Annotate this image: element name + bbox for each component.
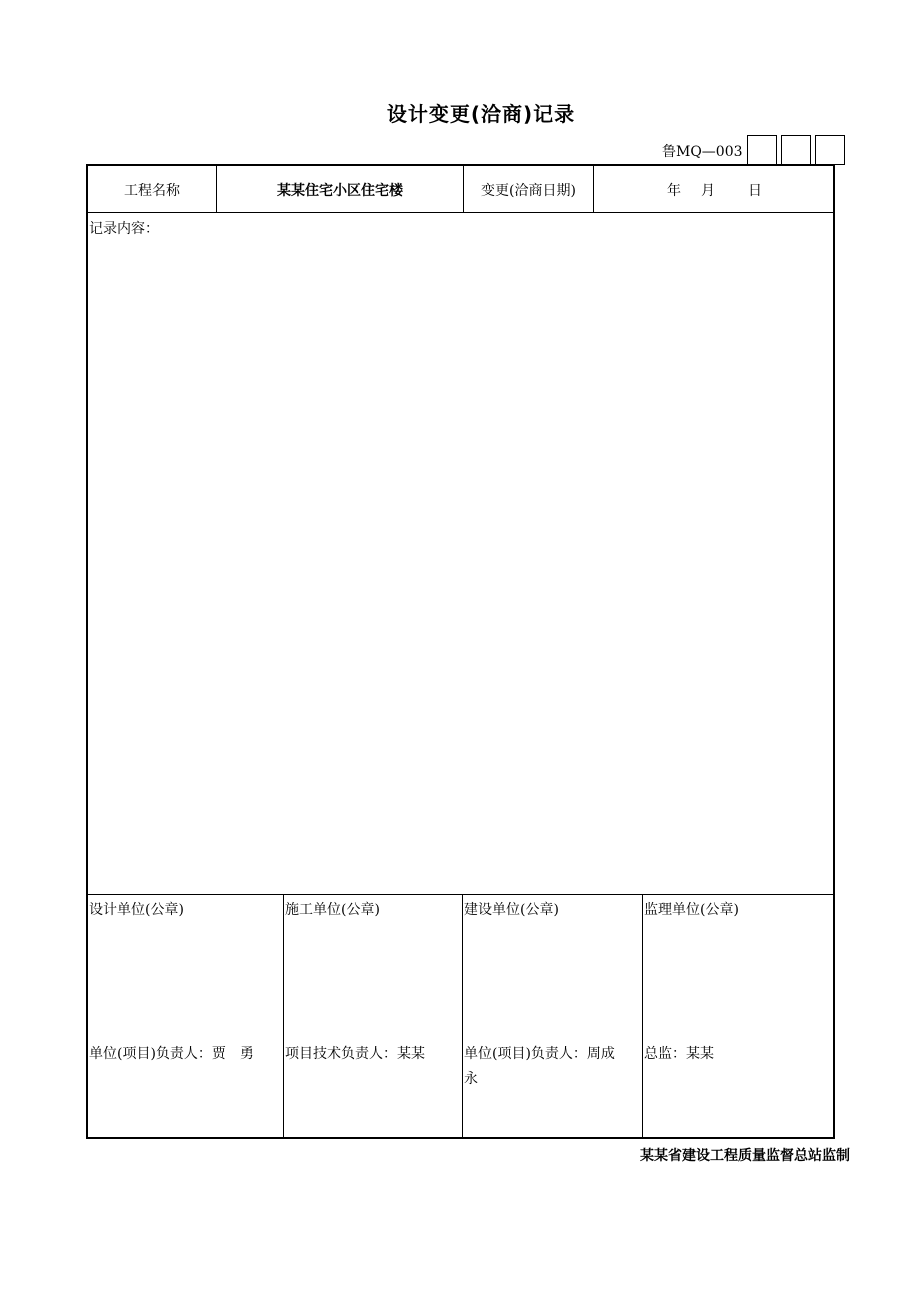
signature-col-divider-2 (462, 894, 463, 1139)
form-number-box-1[interactable] (747, 135, 777, 165)
date-day-label: 日 (748, 183, 762, 199)
signature-col-divider-1 (283, 894, 284, 1139)
signature-col-divider-3 (642, 894, 643, 1139)
header-col-divider-3 (593, 164, 594, 212)
change-date-label: 变更(洽商日期) (481, 183, 576, 199)
content-divider (86, 894, 835, 895)
document-title: 设计变更(洽商)记录 (386, 102, 576, 126)
supervision-unit-label: 监理单位(公章) (644, 902, 739, 918)
owner-unit-responsible-cont: 永 (464, 1071, 478, 1087)
chief-supervisor: 总监：某某 (644, 1046, 714, 1062)
date-month-label: 月 (701, 183, 715, 199)
form-number-box-3[interactable] (815, 135, 845, 165)
project-name-value[interactable]: 某某住宅小区住宅楼 (277, 183, 403, 199)
form-code: 鲁MQ—003 (662, 144, 743, 160)
record-content-label: 记录内容： (89, 221, 159, 237)
header-row-divider (86, 212, 835, 213)
design-unit-responsible: 单位(项目)负责人：贾 勇 (89, 1046, 254, 1062)
owner-unit-responsible: 单位(项目)负责人：周成 (464, 1046, 615, 1062)
design-unit-label: 设计单位(公章) (89, 902, 184, 918)
construction-unit-label: 施工单位(公章) (285, 902, 380, 918)
construction-tech-responsible: 项目技术负责人：某某 (285, 1046, 425, 1062)
owner-unit-label: 建设单位(公章) (464, 902, 559, 918)
project-name-label: 工程名称 (124, 183, 180, 199)
record-content-area[interactable] (88, 240, 833, 892)
issuer-footer: 某某省建设工程质量监督总站监制 (640, 1148, 850, 1164)
form-number-box-2[interactable] (781, 135, 811, 165)
date-year-label: 年 (667, 183, 681, 199)
